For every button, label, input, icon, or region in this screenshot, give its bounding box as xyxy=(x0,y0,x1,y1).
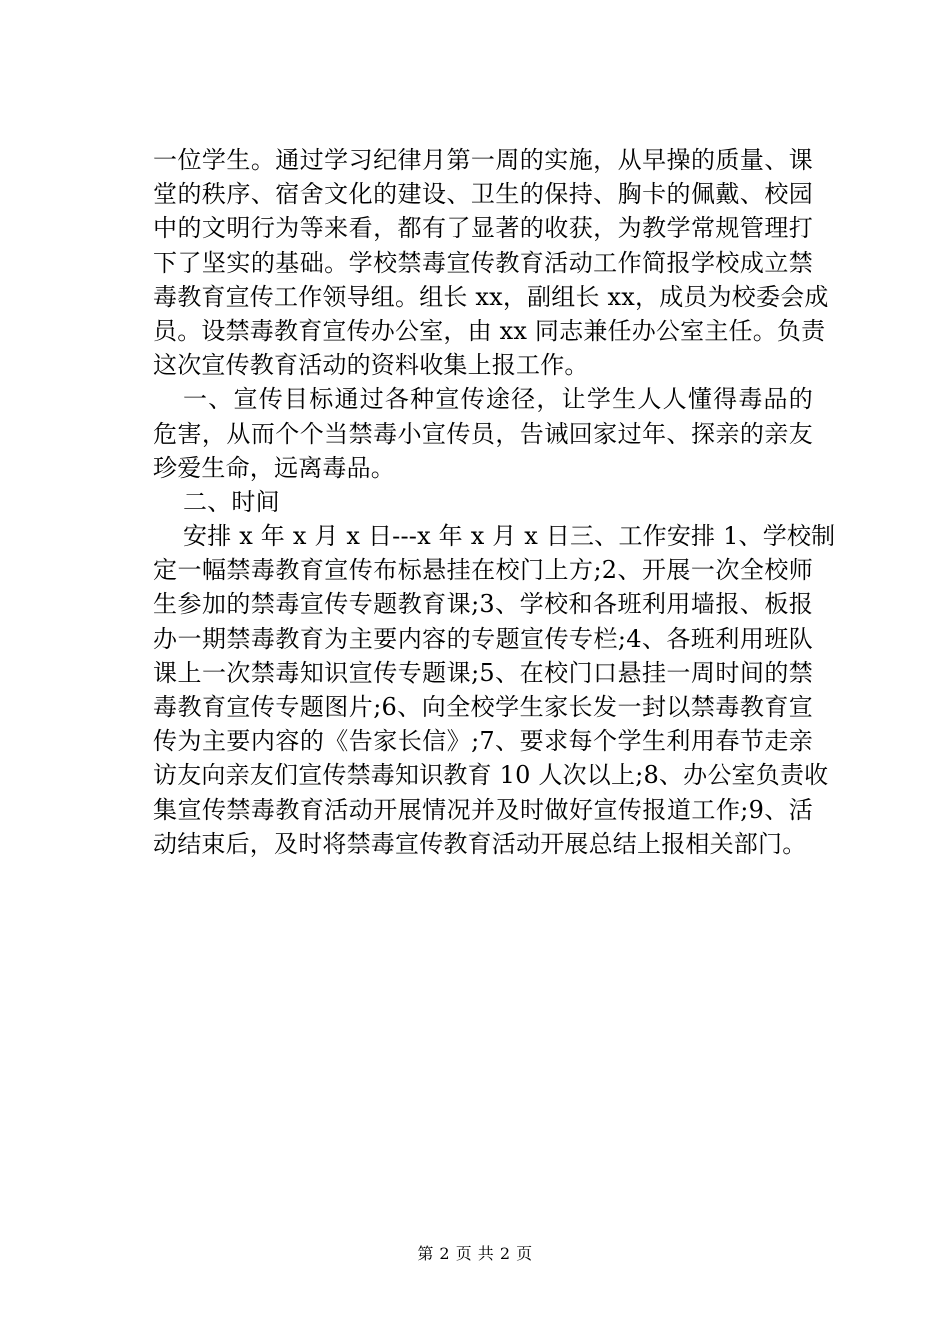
paragraph-line: 毒教育宣传专题图片;6、向全校学生家长发一封以禁毒教育宣 xyxy=(153,693,813,721)
paragraph-line: 访友向亲友们宣传禁毒知识教育 10 人次以上;8、办公室负责收 xyxy=(153,761,829,790)
paragraph-line: 员。设禁毒教育宣传办公室，由 xx 同志兼任办公室主任。负责 xyxy=(153,316,826,345)
paragraph-line: 办一期禁毒教育为主要内容的专题宣传专栏;4、各班利用班队 xyxy=(153,624,813,653)
paragraph-line: 传为主要内容的《告家长信》;7、要求每个学生利用春节走亲 xyxy=(153,727,813,756)
paragraph-line: 课上一次禁毒知识宣传专题课;5、在校门口悬挂一周时间的禁 xyxy=(153,658,813,687)
paragraph-line: 危害，从而个个当禁毒小宣传员，告诫回家过年、探亲的亲友 xyxy=(153,419,813,448)
paragraph-line: 安排 x 年 x 月 x 日---x 年 x 月 x 日三、工作安排 1、学校制 xyxy=(183,522,836,551)
section-heading: 二、时间 xyxy=(183,487,280,516)
paragraph-line: 珍爱生命，远离毒品。 xyxy=(153,453,395,482)
paragraph-line: 这次宣传教育活动的资料收集上报工作。 xyxy=(153,351,589,380)
paragraph-line: 堂的秩序、宿舍文化的建设、卫生的保持、胸卡的佩戴、校园 xyxy=(153,180,813,209)
paragraph-line: 定一幅禁毒教育宣传布标悬挂在校门上方;2、开展一次全校师 xyxy=(153,556,813,585)
paragraph-line: 动结束后，及时将禁毒宣传教育活动开展总结上报相关部门。 xyxy=(153,829,807,858)
document-body xyxy=(153,143,836,861)
paragraph-line: 毒教育宣传工作领导组。组长 xx，副组长 xx，成员为校委会成 xyxy=(153,282,829,311)
paragraph-line: 一位学生。通过学习纪律月第一周的实施，从早操的质量、课 xyxy=(153,146,813,174)
paragraph-line: 下了坚实的基础。学校禁毒宣传教育活动工作简报学校成立禁 xyxy=(153,248,813,277)
paragraph-line: 集宣传禁毒教育活动开展情况并及时做好宣传报道工作;9、活 xyxy=(153,795,813,824)
paragraph-line: 一、宣传目标通过各种宣传途径，让学生人人懂得毒品的 xyxy=(183,385,813,414)
paragraph-line: 生参加的禁毒宣传专题教育课;3、学校和各班利用墙报、板报 xyxy=(153,590,813,619)
paragraph-line: 中的文明行为等来看，都有了显著的收获，为教学常规管理打 xyxy=(153,214,813,243)
page-number-footer: 第 2 页 共 2 页 xyxy=(417,1244,533,1263)
